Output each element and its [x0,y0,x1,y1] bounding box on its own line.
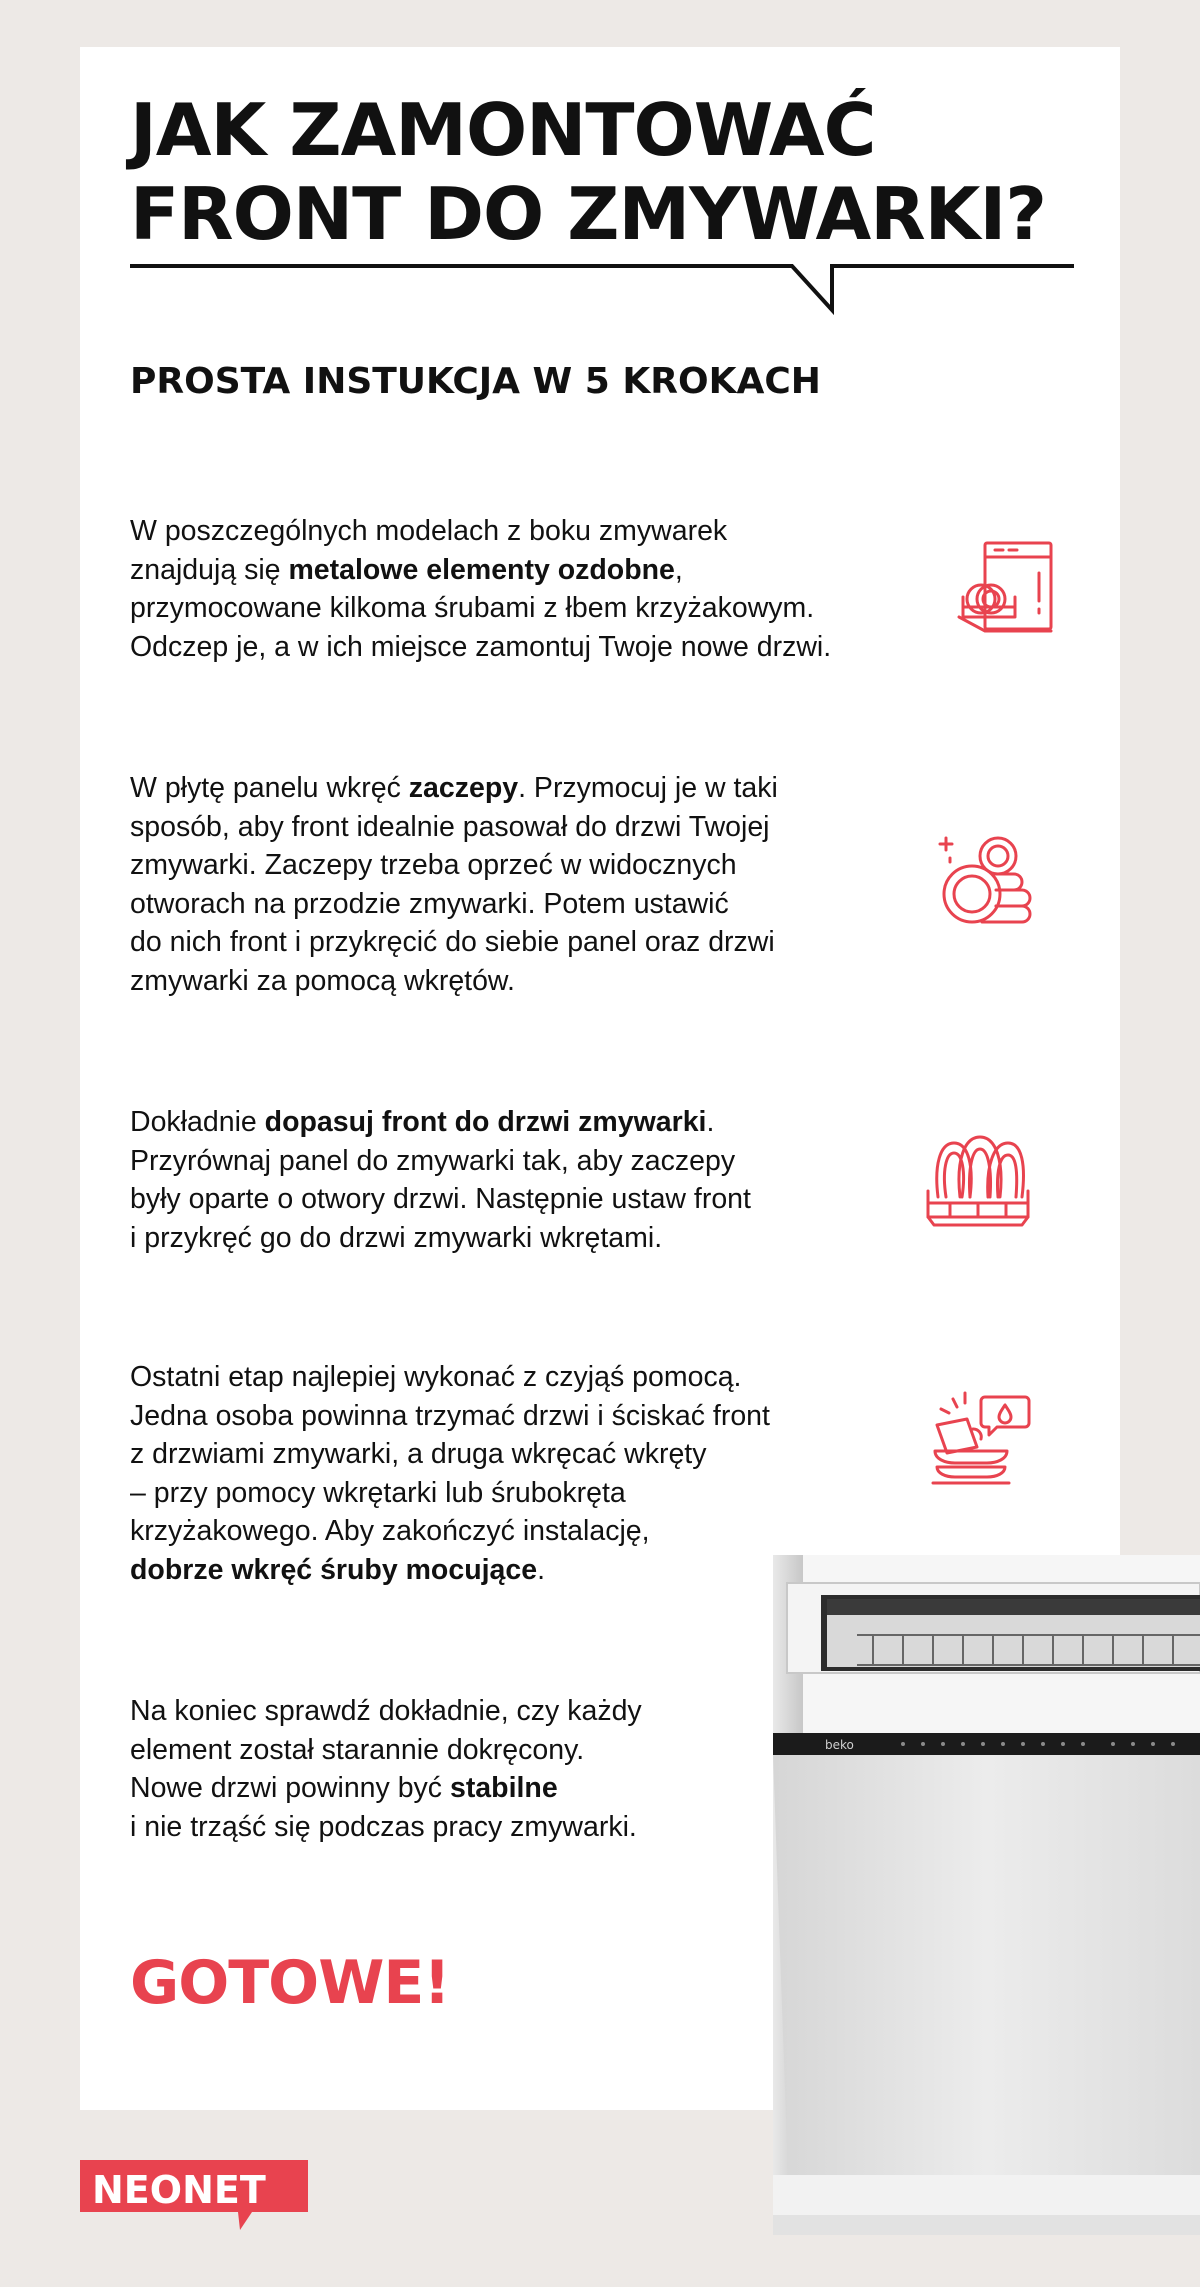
step-2-line: do nich front i przykręcić do siebie panel oraz drzwi [130,926,775,958]
step-5-line: element został starannie dokręcony. [130,1733,585,1766]
step-5-line: Na koniec sprawdź dokładnie, czy każdy [130,1695,642,1727]
page-subtitle: PROSTA INSTUKCJA W 5 KROKACH [130,361,821,402]
page-title-line-1: JAK ZAMONTOWAĆ [130,88,876,172]
done-heading: GOTOWE! [130,1948,450,2018]
page-title-line-2: FRONT DO ZMYWARKI? [130,172,1046,256]
step-5-line: Nowe drzwi powinny być stabilne [130,1772,558,1804]
step-1-line: przymocowane kilkoma śrubami z łbem krzyżakowym. [130,592,815,624]
neonet-logo-text: NEONET [92,2168,266,2212]
step-1-text [130,512,831,666]
page-title [130,88,1046,256]
step-2-line: zmywarki za pomocą wkrętów. [130,964,515,997]
step-emphasis: zaczepy [408,772,519,804]
step-1-line: znajdują się metalowe elementy ozdobne, [130,553,683,586]
step-1-line: Odczep je, a w ich miejsce zamontuj Twoje nowe drzwi. [130,630,832,663]
dishwasher-open-icon [955,535,1065,645]
step-3-line: i przykręć go do drzwi zmywarki wkrętami. [130,1221,663,1254]
step-5-line: i nie trząść się podczas pracy zmywarki. [130,1810,637,1843]
speech-bubble-underline [130,258,1074,316]
step-4-line: z drzwiami zmywarki, a druga wkręcać wkręty [130,1438,707,1470]
step-emphasis: dobrze wkręć śruby mocujące [130,1553,538,1586]
step-1-line: W poszczególnych modelach z boku zmywarek [130,515,728,547]
brand-logo: beko [825,1738,854,1752]
step-4-text [130,1358,770,1589]
step-3-line: Przyrównaj panel do zmywarki tak, aby zaczepy [130,1144,736,1177]
step-5-text [130,1692,642,1846]
dishwasher-image [773,1555,1200,2235]
step-emphasis: dopasuj front do drzwi zmywarki [264,1106,707,1138]
step-2-line: W płytę panelu wkręć zaczepy. Przymocuj je w taki [130,772,778,804]
step-2-line: sposób, aby front idealnie pasował do drzwi Twojej [130,810,770,843]
dish-rack-icon [924,1125,1034,1235]
step-3-text [130,1103,751,1257]
step-4-line: dobrze wkręć śruby mocujące. [130,1553,545,1586]
step-4-line: – przy pomocy wkrętarki lub śrubokręta [130,1476,626,1509]
step-2-line: zmywarki. Zaczepy trzeba oprzeć w widocznych [130,849,737,881]
step-2-line: otworach na przodzie zmywarki. Potem ustawić [130,887,729,920]
step-2-text [130,769,778,1000]
step-4-line: Ostatni etap najlepiej wykonać z czyjąś pomocą. [130,1361,742,1393]
step-4-line: Jedna osoba powinna trzymać drzwi i ściskać front [130,1399,770,1432]
clean-plates-icon [932,830,1042,940]
step-3-line: Dokładnie dopasuj front do drzwi zmywarki. [130,1106,715,1138]
step-emphasis: metalowe elementy ozdobne [288,553,675,586]
cup-plates-drop-icon [929,1385,1039,1495]
step-4-line: krzyżakowego. Aby zakończyć instalację, [130,1515,650,1547]
step-3-line: były oparte o otwory drzwi. Następnie ustaw front [130,1183,751,1215]
step-emphasis: stabilne [449,1772,558,1804]
